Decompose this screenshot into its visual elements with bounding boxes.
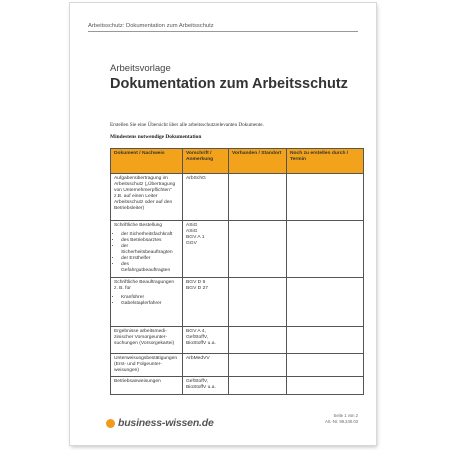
table-row xyxy=(111,174,364,221)
document-label: Aufgabenübertragung im Arbeitsschutz („Übertragung von Unternehmerpflichten“ z.B. auf einen Leiter Arbeitsschutz oder auf den Betriebsleiter) xyxy=(114,176,176,211)
cell-document xyxy=(111,278,183,327)
cell-available[interactable] xyxy=(229,327,287,354)
documentation-table xyxy=(110,148,364,395)
bullet-item: • des Betriebsarztes xyxy=(121,238,179,244)
document-label: Unterweisungsbestätigungen (Erst- und Folgeunter-weisungen) xyxy=(114,356,178,373)
cell-to-create[interactable] xyxy=(287,354,364,377)
cell-document xyxy=(111,174,183,221)
cell-available[interactable] xyxy=(229,354,287,377)
col-header-to-create: Noch zu erstellen durch / Termin xyxy=(287,149,364,174)
table-row xyxy=(111,377,364,395)
bullet-item: • Kranführer xyxy=(121,295,179,301)
page-info xyxy=(325,413,358,425)
bullet-item: • der Sicherheitsfachkraft xyxy=(121,232,179,238)
cell-available[interactable] xyxy=(229,174,287,221)
cell-regulation: ArbMedVV xyxy=(183,354,229,377)
document-subtitle: Arbeitsvorlage xyxy=(110,63,171,74)
cell-to-create[interactable] xyxy=(287,278,364,327)
cell-to-create[interactable] xyxy=(287,221,364,278)
document-label: Ergebnisse arbeitsmedi-zinischer Vorsorgeunter-suchungen (Vorsorgekartei) xyxy=(114,329,175,346)
cell-regulation: ASiG ASiG BGV A 1 GGV xyxy=(183,221,229,278)
running-header: Arbeitsschutz: Dokumentation zum Arbeitsschutz xyxy=(88,23,358,32)
table-row xyxy=(111,327,364,354)
table-row xyxy=(111,354,364,377)
cell-document xyxy=(111,327,183,354)
document-label: Betriebsanweisungen xyxy=(114,379,161,384)
article-number: Art.-Nr. 99.240.03 xyxy=(324,419,358,424)
bullet-item: • der Ersthelfer xyxy=(121,256,179,262)
cell-regulation: BGV D 6 BGV D 27 xyxy=(183,278,229,327)
cell-document xyxy=(111,354,183,377)
document-title: Dokumentation zum Arbeitsschutz xyxy=(110,76,348,92)
cell-regulation: GefStoffV, BioStoffV u.a. xyxy=(183,377,229,395)
cell-available[interactable] xyxy=(229,221,287,278)
col-header-document: Dokument / Nachweis xyxy=(111,149,183,174)
logo-text: business-wissen.de xyxy=(118,417,214,429)
cell-document xyxy=(111,377,183,395)
bullet-item: • des Gefahrgutbeauftragten xyxy=(121,262,179,274)
intro-text: Erstellen Sie eine Übersicht über alle arbeitsschutzrelevanten Dokumente. xyxy=(110,122,264,128)
page-number: Seite 1 von 2 xyxy=(333,413,358,418)
document-label: Schriftliche Bestellung xyxy=(114,223,163,228)
brand-logo xyxy=(106,417,214,429)
cell-to-create[interactable] xyxy=(287,327,364,354)
cell-document xyxy=(111,221,183,278)
section-heading: Mindestens notwendige Dokumentation xyxy=(110,134,202,140)
bullet-list xyxy=(114,295,179,307)
table-row xyxy=(111,221,364,278)
bullet-item: • der Sicherheitsbeauftragten xyxy=(121,244,179,256)
document-label: Schriftliche Beauftragungen z. B. für xyxy=(114,280,175,291)
col-header-regulation: Vorschrift / Anmerkung xyxy=(183,149,229,174)
cell-to-create[interactable] xyxy=(287,174,364,221)
col-header-available: Vorhanden / Standort xyxy=(229,149,287,174)
table-row xyxy=(111,278,364,327)
cell-available[interactable] xyxy=(229,377,287,395)
logo-dot-icon xyxy=(106,419,115,428)
cell-to-create[interactable] xyxy=(287,377,364,395)
document-page xyxy=(70,3,376,445)
table-header-row xyxy=(111,149,364,174)
cell-available[interactable] xyxy=(229,278,287,327)
cell-regulation: ArbSchG xyxy=(183,174,229,221)
cell-regulation: BGV A 4, GefStoffV, BioStoffV u.a. xyxy=(183,327,229,354)
bullet-item: • Gabelstaplerfahrer xyxy=(121,301,179,307)
bullet-list xyxy=(114,232,179,274)
